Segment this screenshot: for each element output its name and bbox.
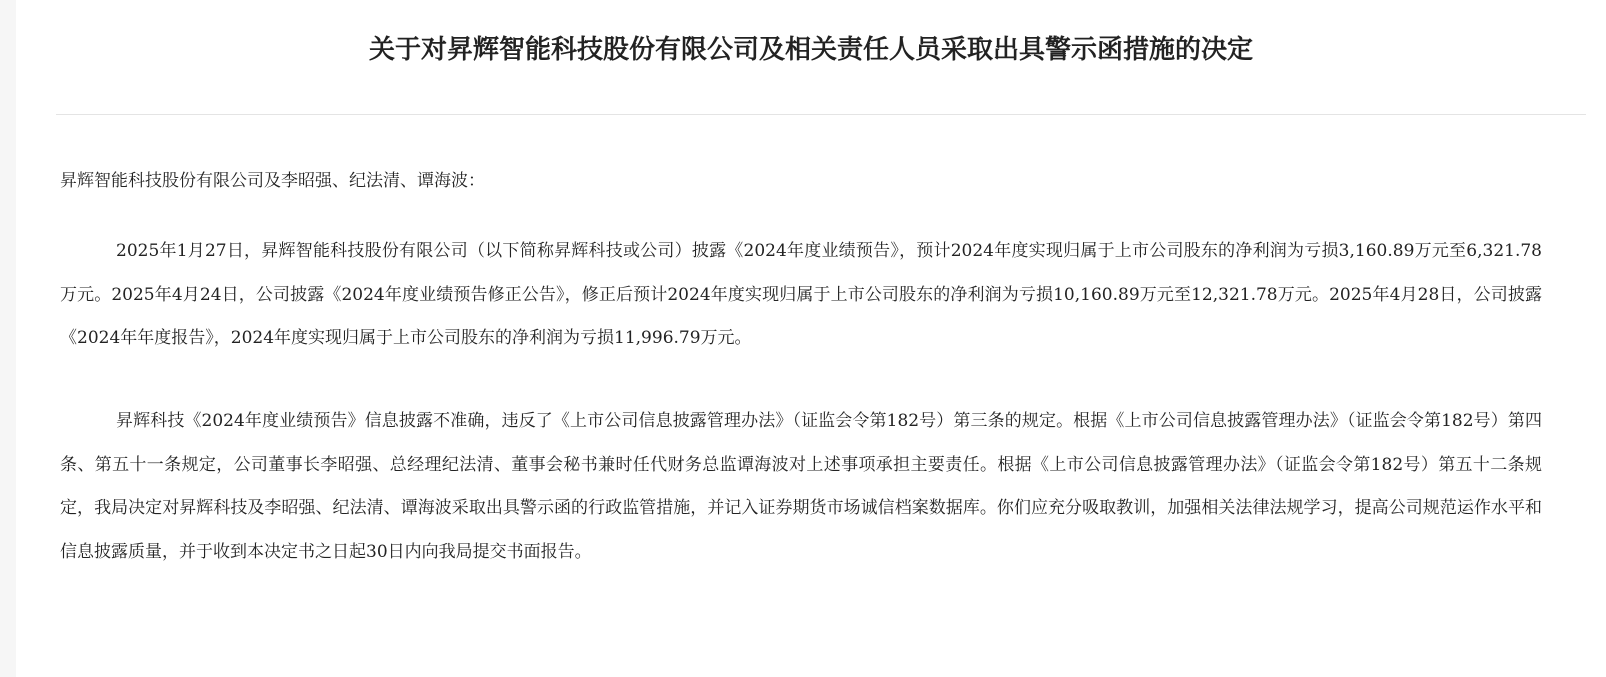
salutation: 昇辉智能科技股份有限公司及李昭强、纪法清、谭海波： [60,171,485,191]
paragraph-2: 昇辉科技《2024年度业绩预告》信息披露不准确，违反了《上市公司信息披露管理办法》（证监会令第182号）第三条的规定。根据《上市公司信息披露管理办法》（证监会令第182号）第四条、第五十一条规定，公司董事长李昭强、总经理纪法清、董事会秘书兼时任代财务总监谭海波对上述事项承担主要责任。根据《上市公司信息披露管理办法》（证监会令第182号）第五十二条规定，我局决定对昇辉科技及李昭强、纪法清、谭海波采取出具警示函的行政监管措施，并记入证券期货市场诚信档案数据库。你们应充分吸取教训，加强相关法律法规学习，提高公司规范运作水平和信息披露质量，并于收到本决定书之日起30日内向我局提交书面报告。 [60,411,1542,562]
paragraph-1: 2025年1月27日，昇辉智能科技股份有限公司（以下简称昇辉科技或公司）披露《2024年度业绩预告》，预计2024年度实现归属于上市公司股东的净利润为亏损3,160.89万元至6,321.78万元。2025年4月24日，公司披露《2024年度业绩预告修正公告》，修正后预计2024年度实现归属于上市公司股东的净利润为亏损10,160.89万元至12,321.78万元。2025年4月28日，公司披露《2024年年度报告》，2024年度实现归属于上市公司股东的净利润为亏损11,996.79万元。 [60,241,1542,348]
document-title: 关于对昇辉智能科技股份有限公司及相关责任人员采取出具警示函措施的决定 [368,35,1253,65]
title-divider [56,114,1586,115]
document-page [16,0,1606,677]
